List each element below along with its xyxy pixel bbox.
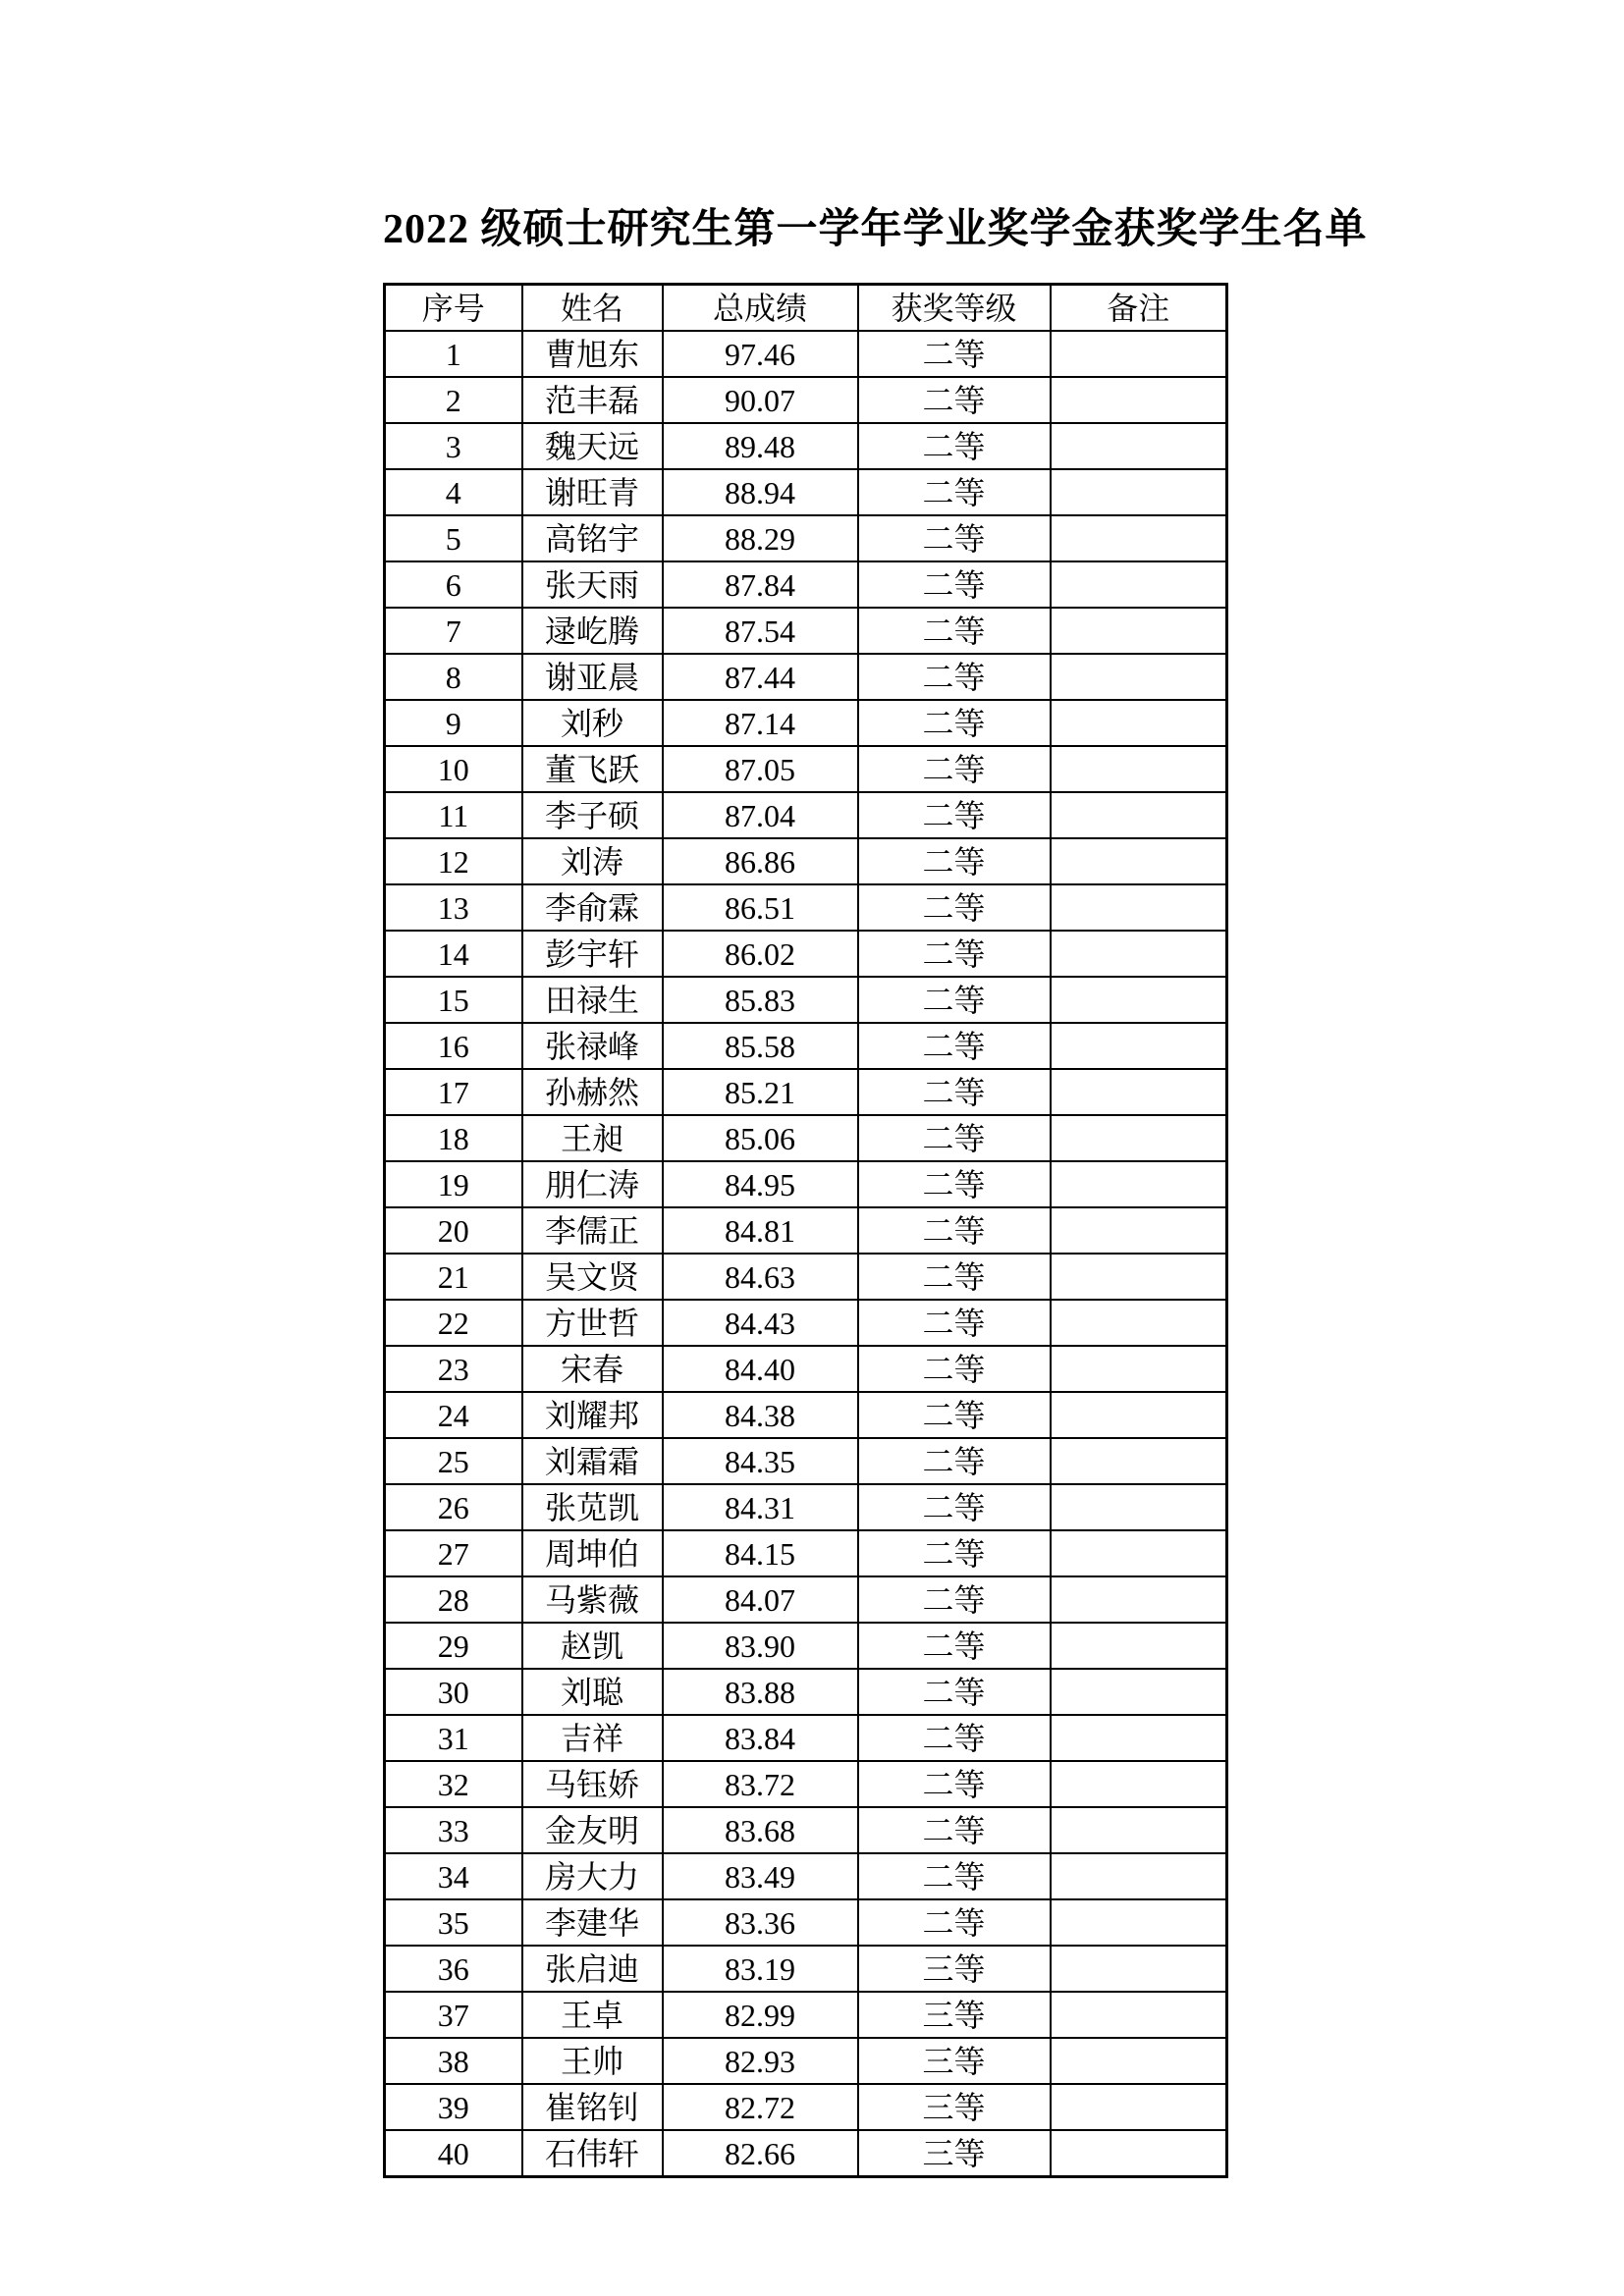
- score-cell: 87.44: [663, 654, 858, 700]
- name-cell: 董飞跃: [522, 746, 663, 792]
- remark-cell: [1051, 1669, 1227, 1715]
- row-index-cell: 23: [385, 1346, 522, 1392]
- score-cell: 90.07: [663, 377, 858, 423]
- score-cell: 84.40: [663, 1346, 858, 1392]
- row-index-cell: 39: [385, 2084, 522, 2130]
- name-cell: 王昶: [522, 1115, 663, 1161]
- award-level-cell: 二等: [858, 931, 1051, 977]
- remark-cell: [1051, 1161, 1227, 1207]
- name-cell: 刘涛: [522, 838, 663, 884]
- name-cell: 范丰磊: [522, 377, 663, 423]
- remark-cell: [1051, 469, 1227, 515]
- name-cell: 李儒正: [522, 1207, 663, 1254]
- award-list-table: [383, 283, 1228, 2178]
- remark-cell: [1051, 746, 1227, 792]
- award-level-cell: 二等: [858, 700, 1051, 746]
- table-row: [385, 1023, 1227, 1069]
- row-index-cell: 3: [385, 423, 522, 469]
- remark-cell: [1051, 1715, 1227, 1761]
- table-row: [385, 469, 1227, 515]
- award-level-cell: 二等: [858, 1853, 1051, 1899]
- table-row: [385, 1346, 1227, 1392]
- score-cell: 82.72: [663, 2084, 858, 2130]
- score-cell: 84.95: [663, 1161, 858, 1207]
- award-level-cell: 二等: [858, 608, 1051, 654]
- row-index-cell: 14: [385, 931, 522, 977]
- award-level-cell: 二等: [858, 1899, 1051, 1946]
- name-cell: 李俞霖: [522, 884, 663, 931]
- remark-cell: [1051, 561, 1227, 608]
- name-cell: 李子硕: [522, 792, 663, 838]
- name-cell: 吴文贤: [522, 1254, 663, 1300]
- remark-cell: [1051, 1115, 1227, 1161]
- award-level-cell: 二等: [858, 561, 1051, 608]
- row-index-cell: 1: [385, 331, 522, 377]
- remark-cell: [1051, 1069, 1227, 1115]
- name-cell: 方世哲: [522, 1300, 663, 1346]
- row-index-cell: 30: [385, 1669, 522, 1715]
- name-cell: 王帅: [522, 2038, 663, 2084]
- score-cell: 83.68: [663, 1807, 858, 1853]
- score-cell: 83.36: [663, 1899, 858, 1946]
- name-cell: 谢亚晨: [522, 654, 663, 700]
- row-index-cell: 4: [385, 469, 522, 515]
- table-row: [385, 746, 1227, 792]
- document-page: [383, 196, 1368, 2178]
- table-row: [385, 1254, 1227, 1300]
- row-index-cell: 29: [385, 1623, 522, 1669]
- score-cell: 83.90: [663, 1623, 858, 1669]
- name-cell: 张启迪: [522, 1946, 663, 1992]
- name-cell: 赵凯: [522, 1623, 663, 1669]
- award-level-cell: 三等: [858, 2084, 1051, 2130]
- score-cell: 84.81: [663, 1207, 858, 1254]
- table-row: [385, 1715, 1227, 1761]
- table-row: [385, 1576, 1227, 1623]
- row-index-cell: 12: [385, 838, 522, 884]
- table-row: [385, 1484, 1227, 1530]
- header-score: 总成绩: [663, 285, 858, 332]
- row-index-cell: 33: [385, 1807, 522, 1853]
- header-name: 姓名: [522, 285, 663, 332]
- award-level-cell: 二等: [858, 423, 1051, 469]
- name-cell: 刘耀邦: [522, 1392, 663, 1438]
- score-cell: 84.15: [663, 1530, 858, 1576]
- remark-cell: [1051, 838, 1227, 884]
- table-body: [385, 331, 1227, 2177]
- table-row: [385, 1161, 1227, 1207]
- name-cell: 李建华: [522, 1899, 663, 1946]
- name-cell: 王卓: [522, 1992, 663, 2038]
- award-level-cell: 二等: [858, 838, 1051, 884]
- score-cell: 85.21: [663, 1069, 858, 1115]
- table-row: [385, 1853, 1227, 1899]
- name-cell: 曹旭东: [522, 331, 663, 377]
- table-row: [385, 1899, 1227, 1946]
- row-index-cell: 34: [385, 1853, 522, 1899]
- name-cell: 马紫薇: [522, 1576, 663, 1623]
- row-index-cell: 11: [385, 792, 522, 838]
- score-cell: 84.43: [663, 1300, 858, 1346]
- name-cell: 吉祥: [522, 1715, 663, 1761]
- row-index-cell: 35: [385, 1899, 522, 1946]
- table-row: [385, 838, 1227, 884]
- row-index-cell: 21: [385, 1254, 522, 1300]
- row-index-cell: 9: [385, 700, 522, 746]
- remark-cell: [1051, 2084, 1227, 2130]
- remark-cell: [1051, 1254, 1227, 1300]
- remark-cell: [1051, 377, 1227, 423]
- award-level-cell: 二等: [858, 377, 1051, 423]
- table-header-row: [385, 285, 1227, 332]
- row-index-cell: 20: [385, 1207, 522, 1254]
- name-cell: 房大力: [522, 1853, 663, 1899]
- name-cell: 石伟轩: [522, 2130, 663, 2177]
- score-cell: 83.88: [663, 1669, 858, 1715]
- award-level-cell: 三等: [858, 2130, 1051, 2177]
- name-cell: 张天雨: [522, 561, 663, 608]
- remark-cell: [1051, 931, 1227, 977]
- table-row: [385, 1623, 1227, 1669]
- table-row: [385, 1761, 1227, 1807]
- award-level-cell: 二等: [858, 1807, 1051, 1853]
- award-level-cell: 二等: [858, 1484, 1051, 1530]
- name-cell: 宋春: [522, 1346, 663, 1392]
- score-cell: 84.07: [663, 1576, 858, 1623]
- score-cell: 83.49: [663, 1853, 858, 1899]
- row-index-cell: 31: [385, 1715, 522, 1761]
- award-level-cell: 二等: [858, 1300, 1051, 1346]
- row-index-cell: 25: [385, 1438, 522, 1484]
- name-cell: 魏天远: [522, 423, 663, 469]
- row-index-cell: 16: [385, 1023, 522, 1069]
- remark-cell: [1051, 1023, 1227, 1069]
- award-level-cell: 二等: [858, 1669, 1051, 1715]
- header-award-level: 获奖等级: [858, 285, 1051, 332]
- table-row: [385, 377, 1227, 423]
- score-cell: 87.84: [663, 561, 858, 608]
- award-level-cell: 二等: [858, 977, 1051, 1023]
- row-index-cell: 22: [385, 1300, 522, 1346]
- table-row: [385, 331, 1227, 377]
- remark-cell: [1051, 1300, 1227, 1346]
- score-cell: 84.31: [663, 1484, 858, 1530]
- name-cell: 张禄峰: [522, 1023, 663, 1069]
- name-cell: 金友明: [522, 1807, 663, 1853]
- name-cell: 周坤伯: [522, 1530, 663, 1576]
- score-cell: 88.29: [663, 515, 858, 561]
- table-row: [385, 1207, 1227, 1254]
- row-index-cell: 32: [385, 1761, 522, 1807]
- award-level-cell: 二等: [858, 1530, 1051, 1576]
- remark-cell: [1051, 792, 1227, 838]
- row-index-cell: 17: [385, 1069, 522, 1115]
- name-cell: 彭宇轩: [522, 931, 663, 977]
- score-cell: 84.35: [663, 1438, 858, 1484]
- name-cell: 刘秒: [522, 700, 663, 746]
- name-cell: 逯屹腾: [522, 608, 663, 654]
- row-index-cell: 36: [385, 1946, 522, 1992]
- table-row: [385, 1530, 1227, 1576]
- row-index-cell: 13: [385, 884, 522, 931]
- award-level-cell: 二等: [858, 654, 1051, 700]
- header-remark: 备注: [1051, 285, 1227, 332]
- score-cell: 87.04: [663, 792, 858, 838]
- remark-cell: [1051, 423, 1227, 469]
- award-level-cell: 二等: [858, 469, 1051, 515]
- remark-cell: [1051, 1853, 1227, 1899]
- header-index: 序号: [385, 285, 522, 332]
- table-row: [385, 1946, 1227, 1992]
- remark-cell: [1051, 1807, 1227, 1853]
- table-row: [385, 654, 1227, 700]
- name-cell: 刘聪: [522, 1669, 663, 1715]
- score-cell: 82.99: [663, 1992, 858, 2038]
- row-index-cell: 19: [385, 1161, 522, 1207]
- award-level-cell: 三等: [858, 2038, 1051, 2084]
- table-row: [385, 1115, 1227, 1161]
- score-cell: 86.86: [663, 838, 858, 884]
- award-level-cell: 二等: [858, 1623, 1051, 1669]
- remark-cell: [1051, 1438, 1227, 1484]
- row-index-cell: 5: [385, 515, 522, 561]
- name-cell: 崔铭钊: [522, 2084, 663, 2130]
- award-level-cell: 二等: [858, 1715, 1051, 1761]
- score-cell: 83.19: [663, 1946, 858, 1992]
- table-row: [385, 977, 1227, 1023]
- score-cell: 86.51: [663, 884, 858, 931]
- score-cell: 83.72: [663, 1761, 858, 1807]
- remark-cell: [1051, 1761, 1227, 1807]
- score-cell: 97.46: [663, 331, 858, 377]
- remark-cell: [1051, 515, 1227, 561]
- remark-cell: [1051, 1623, 1227, 1669]
- name-cell: 马钰娇: [522, 1761, 663, 1807]
- table-row: [385, 1069, 1227, 1115]
- row-index-cell: 38: [385, 2038, 522, 2084]
- award-level-cell: 二等: [858, 331, 1051, 377]
- table-row: [385, 884, 1227, 931]
- table-row: [385, 2084, 1227, 2130]
- award-level-cell: 二等: [858, 746, 1051, 792]
- page-title: 2022 级硕士研究生第一学年学业奖学金获奖学生名单: [383, 207, 1368, 252]
- remark-cell: [1051, 654, 1227, 700]
- award-level-cell: 三等: [858, 1946, 1051, 1992]
- remark-cell: [1051, 1484, 1227, 1530]
- award-level-cell: 二等: [858, 1161, 1051, 1207]
- score-cell: 89.48: [663, 423, 858, 469]
- row-index-cell: 18: [385, 1115, 522, 1161]
- row-index-cell: 26: [385, 1484, 522, 1530]
- remark-cell: [1051, 1992, 1227, 2038]
- score-cell: 84.63: [663, 1254, 858, 1300]
- row-index-cell: 40: [385, 2130, 522, 2177]
- table-row: [385, 700, 1227, 746]
- award-level-cell: 二等: [858, 515, 1051, 561]
- row-index-cell: 37: [385, 1992, 522, 2038]
- remark-cell: [1051, 1392, 1227, 1438]
- table-row: [385, 1992, 1227, 2038]
- score-cell: 87.14: [663, 700, 858, 746]
- table-row: [385, 423, 1227, 469]
- remark-cell: [1051, 331, 1227, 377]
- remark-cell: [1051, 2130, 1227, 2177]
- score-cell: 88.94: [663, 469, 858, 515]
- remark-cell: [1051, 1346, 1227, 1392]
- name-cell: 朋仁涛: [522, 1161, 663, 1207]
- remark-cell: [1051, 884, 1227, 931]
- score-cell: 83.84: [663, 1715, 858, 1761]
- table-row: [385, 608, 1227, 654]
- table-row: [385, 1392, 1227, 1438]
- row-index-cell: 8: [385, 654, 522, 700]
- remark-cell: [1051, 1576, 1227, 1623]
- score-cell: 87.54: [663, 608, 858, 654]
- table-row: [385, 561, 1227, 608]
- table-row: [385, 1807, 1227, 1853]
- remark-cell: [1051, 608, 1227, 654]
- row-index-cell: 27: [385, 1530, 522, 1576]
- award-level-cell: 二等: [858, 1346, 1051, 1392]
- name-cell: 孙赫然: [522, 1069, 663, 1115]
- row-index-cell: 15: [385, 977, 522, 1023]
- score-cell: 87.05: [663, 746, 858, 792]
- remark-cell: [1051, 700, 1227, 746]
- score-cell: 85.83: [663, 977, 858, 1023]
- award-level-cell: 二等: [858, 1207, 1051, 1254]
- row-index-cell: 24: [385, 1392, 522, 1438]
- remark-cell: [1051, 977, 1227, 1023]
- table-row: [385, 1438, 1227, 1484]
- score-cell: 85.58: [663, 1023, 858, 1069]
- award-level-cell: 二等: [858, 1115, 1051, 1161]
- name-cell: 刘霜霜: [522, 1438, 663, 1484]
- table-row: [385, 931, 1227, 977]
- award-level-cell: 二等: [858, 884, 1051, 931]
- table-row: [385, 1669, 1227, 1715]
- name-cell: 田禄生: [522, 977, 663, 1023]
- award-level-cell: 二等: [858, 1254, 1051, 1300]
- name-cell: 谢旺青: [522, 469, 663, 515]
- remark-cell: [1051, 1530, 1227, 1576]
- award-level-cell: 二等: [858, 1069, 1051, 1115]
- table-row: [385, 2038, 1227, 2084]
- award-level-cell: 二等: [858, 1392, 1051, 1438]
- score-cell: 85.06: [663, 1115, 858, 1161]
- remark-cell: [1051, 1899, 1227, 1946]
- name-cell: 张苋凯: [522, 1484, 663, 1530]
- award-level-cell: 三等: [858, 1992, 1051, 2038]
- table-row: [385, 515, 1227, 561]
- remark-cell: [1051, 2038, 1227, 2084]
- table-row: [385, 1300, 1227, 1346]
- award-level-cell: 二等: [858, 1761, 1051, 1807]
- table-row: [385, 792, 1227, 838]
- award-level-cell: 二等: [858, 1023, 1051, 1069]
- row-index-cell: 28: [385, 1576, 522, 1623]
- remark-cell: [1051, 1207, 1227, 1254]
- row-index-cell: 7: [385, 608, 522, 654]
- row-index-cell: 6: [385, 561, 522, 608]
- score-cell: 84.38: [663, 1392, 858, 1438]
- award-level-cell: 二等: [858, 1438, 1051, 1484]
- table-row: [385, 2130, 1227, 2177]
- score-cell: 82.66: [663, 2130, 858, 2177]
- score-cell: 82.93: [663, 2038, 858, 2084]
- score-cell: 86.02: [663, 931, 858, 977]
- remark-cell: [1051, 1946, 1227, 1992]
- award-level-cell: 二等: [858, 792, 1051, 838]
- award-level-cell: 二等: [858, 1576, 1051, 1623]
- name-cell: 高铭宇: [522, 515, 663, 561]
- row-index-cell: 2: [385, 377, 522, 423]
- row-index-cell: 10: [385, 746, 522, 792]
